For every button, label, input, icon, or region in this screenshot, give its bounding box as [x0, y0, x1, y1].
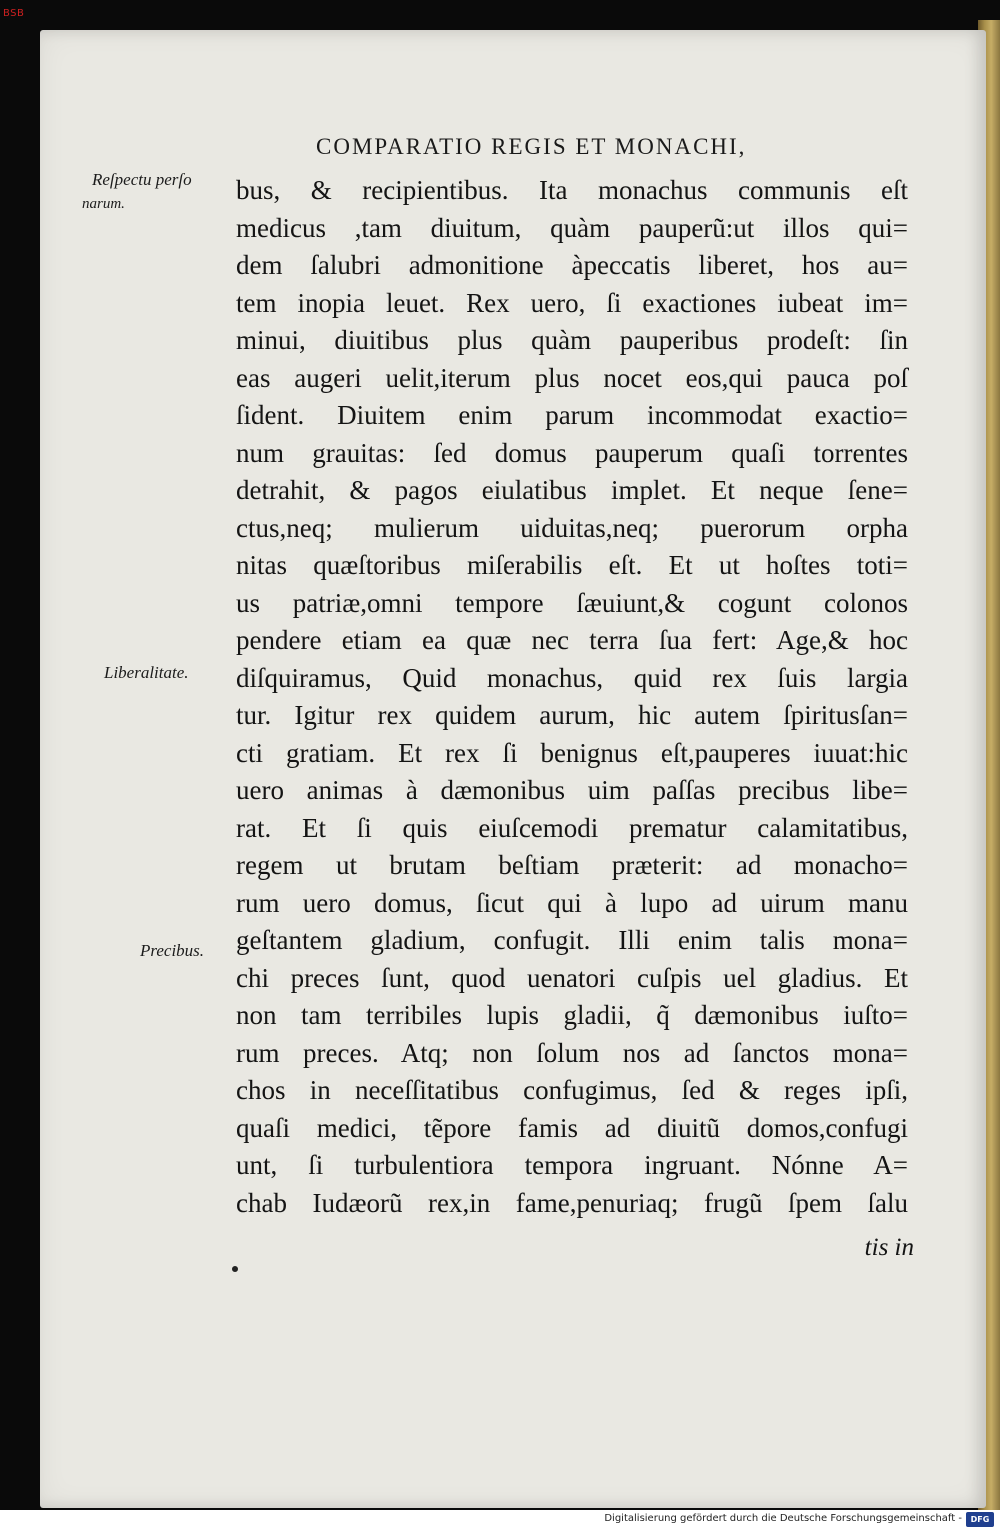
- marginal-note: Precibus.: [140, 941, 205, 960]
- text-line: us patriæ,omni tempore ſæuiunt,& cogunt colonos: [236, 588, 908, 618]
- text-line: detrahit, & pagos eiulatibus implet. Et neque ſene=: [236, 475, 908, 505]
- running-head: COMPARATIO REGIS ET MONACHI,: [316, 134, 747, 159]
- text-line: quaſi medici, tẽpore famis ad diuitũ domos,confugi: [236, 1113, 908, 1143]
- text-line: geſtantem gladium, confugit. Illi enim talis mona=: [236, 925, 908, 955]
- marginal-note: narum.: [82, 196, 125, 212]
- marginal-note: Reſpectu perſo: [92, 170, 192, 189]
- text-line: chab Iudæorũ rex,in fame,penuriaq; frugũ ſpem ſalu: [236, 1188, 908, 1218]
- text-line: cti gratiam. Et rex ſi benignus eſt,pauperes iuuat:hic: [236, 738, 908, 768]
- text-line: diſquiramus, Quid monachus, quid rex ſuis largia: [236, 663, 908, 693]
- text-line: tem inopia leuet. Rex uero, ſi exactiones iubeat im=: [236, 288, 908, 318]
- text-line: unt, ſi turbulentiora tempora ingruant. Nónne A=: [236, 1150, 908, 1180]
- text-line: pendere etiam ea quæ nec terra ſua fert: Age,& hoc: [236, 625, 908, 655]
- footer-bar: [0, 1510, 1000, 1530]
- footer-credit: Digitalisierung gefördert durch die Deutsche Forschungsgemeinschaft -: [604, 1513, 962, 1524]
- library-mark: BSB: [3, 8, 25, 19]
- text-line: dem ſalubri admonitione àpeccatis liberet, hos au=: [236, 250, 908, 280]
- text-line: chos in neceſſitatibus confugimus, ſed & reges ipſi,: [236, 1075, 908, 1105]
- ink-dot: [232, 1266, 238, 1272]
- dfg-logo-icon: DFG: [966, 1512, 994, 1527]
- marginal-note: Liberalitate.: [104, 663, 189, 682]
- text-line: chi preces ſunt, quod uenatori cuſpis uel gladius. Et: [236, 963, 908, 993]
- text-line: minui, diuitibus plus quàm pauperibus prodeſt: ſin: [236, 325, 908, 355]
- text-line: rum preces. Atq; non ſolum nos ad ſanctos mona=: [236, 1038, 908, 1068]
- text-line: regem ut brutam beſtiam præterit: ad monacho=: [236, 850, 908, 880]
- text-line: rat. Et ſi quis eiuſcemodi prematur calamitatibus,: [236, 813, 908, 843]
- text-line: eas augeri uelit,iterum plus nocet eos,qui pauca poſ: [236, 363, 908, 393]
- text-line: medicus ,tam diuitum, quàm pauperũ:ut illos qui=: [236, 213, 908, 243]
- text-line: tur. Igitur rex quidem aurum, hic autem ſpiritusſan=: [236, 700, 908, 730]
- text-line: rum uero domus, ſicut qui à lupo ad uirum manu: [236, 888, 908, 918]
- text-line: non tam terribiles lupis gladii, q̃ dæmonibus iuſto=: [236, 1000, 908, 1030]
- text-line: num grauitas: ſed domus pauperum quaſi torrentes: [236, 438, 908, 468]
- text-line: bus, & recipientibus. Ita monachus communis eſt: [236, 175, 908, 205]
- catchword: tis in: [864, 1234, 914, 1261]
- text-line: ſident. Diuitem enim parum incommodat exactio=: [236, 400, 908, 430]
- text-line: uero animas à dæmonibus uim paſſas precibus libe=: [236, 775, 908, 805]
- text-line: nitas quæſtoribus miſerabilis eſt. Et ut hoſtes toti=: [236, 550, 908, 580]
- text-line: ctus,neq; mulierum uiduitas,neq; puerorum orpha: [236, 513, 908, 543]
